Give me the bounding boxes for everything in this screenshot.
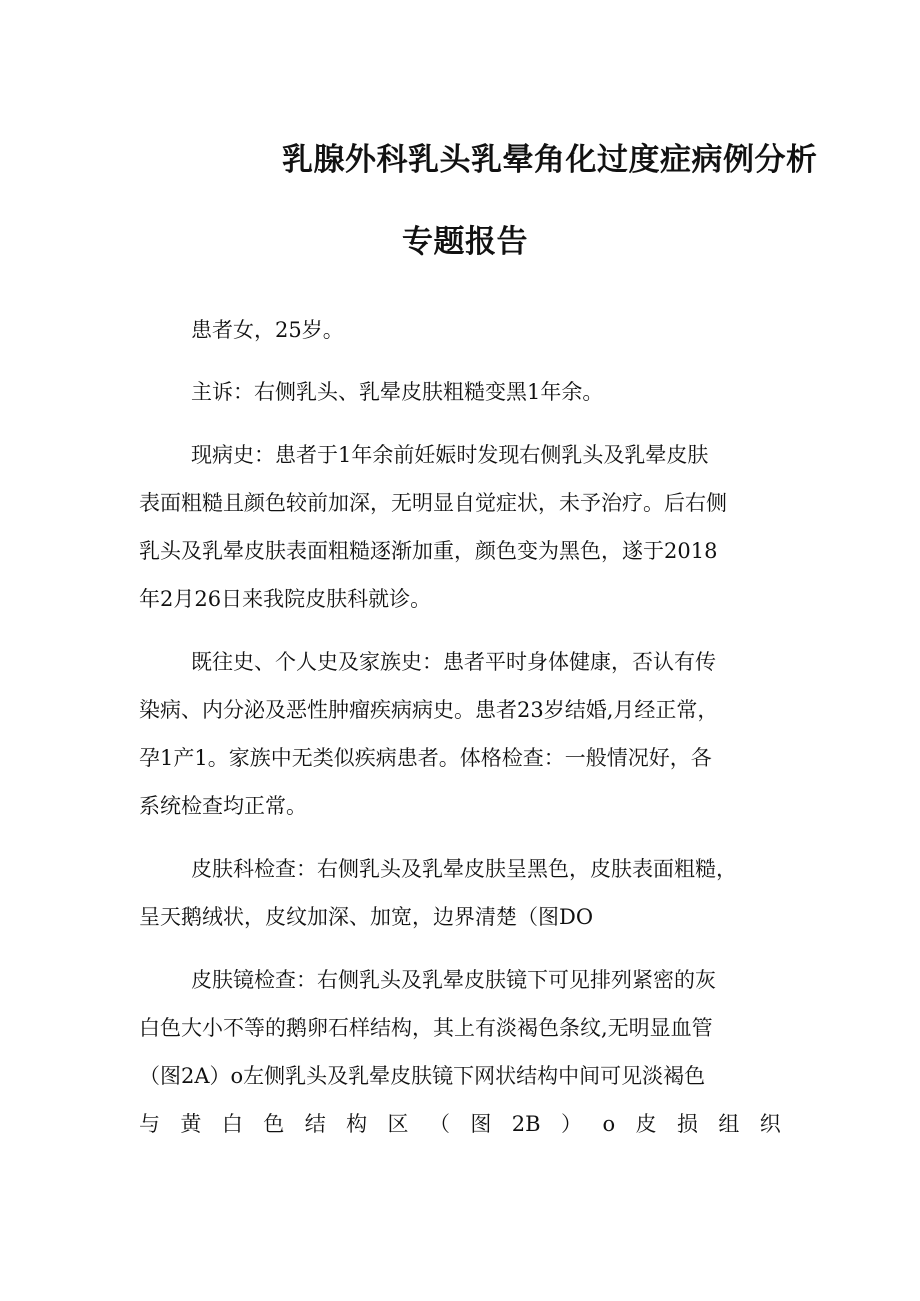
- word: 黄: [180, 1112, 202, 1136]
- paragraph-complaint: [139, 368, 781, 416]
- text-line: 系统检查均正常。: [139, 794, 307, 818]
- word: 2B: [511, 1112, 541, 1136]
- word: 图: [470, 1112, 492, 1136]
- word: 织: [759, 1112, 781, 1136]
- word: 皮: [635, 1112, 657, 1136]
- word: ）: [561, 1112, 583, 1136]
- word: 组: [718, 1112, 740, 1136]
- text-line: （图2A）o左侧乳头及乳晕皮肤镜下网状结构中间可见淡褐色: [139, 1064, 706, 1088]
- text-line: 呈天鹅绒状，皮纹加深、加宽，边界清楚（图DO: [139, 905, 594, 929]
- text-line-justified: [139, 1100, 781, 1148]
- document-subtitle: 专题报告: [402, 224, 528, 260]
- word: 构: [346, 1112, 368, 1136]
- text-line: 患者女，25岁。: [191, 318, 344, 342]
- text-line: 表面粗糙且颜色较前加深，无明显自觉症状，未予治疗。后右侧: [139, 491, 727, 515]
- word: 白: [221, 1112, 243, 1136]
- word: o: [602, 1112, 616, 1136]
- word: 结: [304, 1112, 326, 1136]
- text-line: 白色大小不等的鹅卵石样结构，其上有淡褐色条纹,无明显血管: [139, 1016, 713, 1040]
- text-line: 孕1产1。家族中无类似疾病患者。体格检查：一般情况好，各: [139, 746, 712, 770]
- word: 损: [676, 1112, 698, 1136]
- text-line: 年2月26日来我院皮肤科就诊。: [139, 587, 432, 611]
- word: 与: [139, 1112, 160, 1136]
- text-line: 染病、内分泌及恶性肿瘤疾病病史。患者23岁结婚,月经正常，: [139, 698, 719, 722]
- text-line: 乳头及乳晕皮肤表面粗糙逐渐加重，颜色变为黑色，遂于2018: [139, 539, 718, 563]
- paragraph-past-history: [139, 638, 781, 830]
- word: 色: [263, 1112, 285, 1136]
- paragraph-dermatology-exam: [139, 845, 781, 941]
- text-line: 主诉：右侧乳头、乳晕皮肤粗糙变黑1年余。: [191, 380, 604, 404]
- word: 区: [387, 1112, 409, 1136]
- text-line: 既往史、个人史及家族史：患者平时身体健康，否认有传: [191, 650, 716, 674]
- text-line: 皮肤科检查：右侧乳头及乳晕皮肤呈黑色，皮肤表面粗糙，: [191, 857, 737, 881]
- text-line: 皮肤镜检查：右侧乳头及乳晕皮肤镜下可见排列紧密的灰: [191, 968, 716, 992]
- paragraph-dermoscopy-exam: [139, 956, 781, 1148]
- document-title: 乳腺外科乳头乳晕角化过度症病例分析: [282, 142, 818, 178]
- word: （: [428, 1112, 450, 1136]
- text-line: 现病史：患者于1年余前妊娠时发现右侧乳头及乳晕皮肤: [191, 443, 709, 467]
- paragraph-patient: [139, 306, 781, 354]
- paragraph-present-history: [139, 431, 781, 623]
